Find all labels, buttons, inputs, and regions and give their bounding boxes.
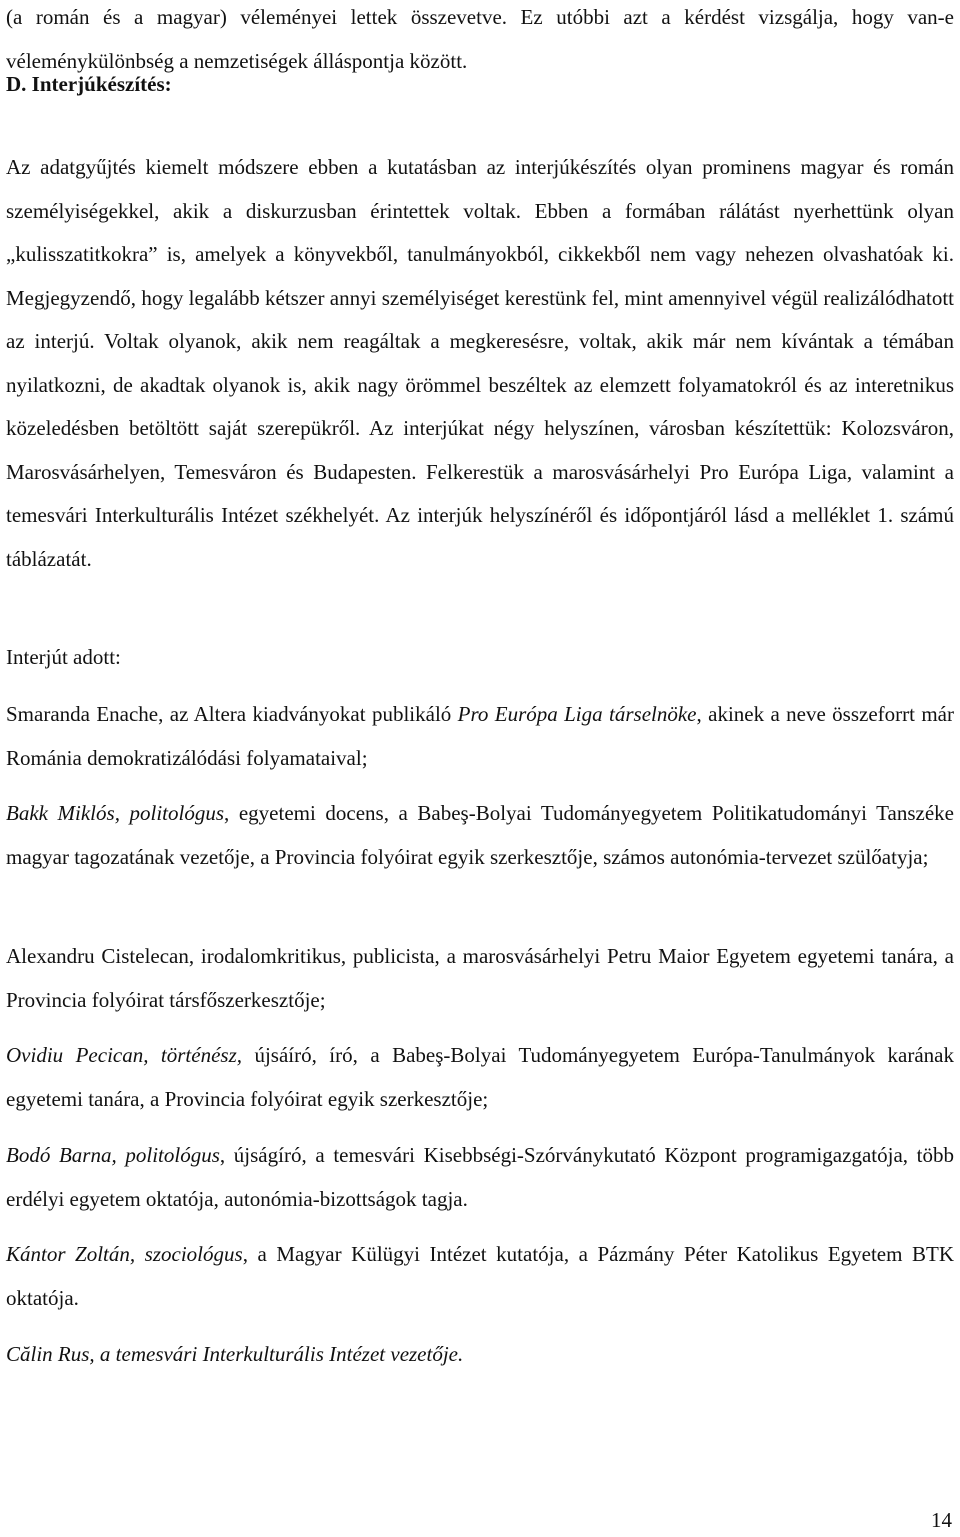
- interviewee-rest: , egyetemi docens, a Babeş-Bolyai Tudományegyetem Politikatudományi Tanszéke magyar tagozatának vezetője, a Provincia folyóirat egyik szerkesztője, számos autonómia-tervezet szülőatyja;: [6, 801, 955, 869]
- interviewee-text: Alexandru Cistelecan, irodalomkritikus, publicista, a marosvásárhelyi Petru Maior Egyetem egyetemi tanára, a Provincia folyóirat társfőszerkesztője;: [6, 944, 954, 1012]
- interviewee-item: [6, 1233, 954, 1320]
- paragraph-text-part-2: is, amelyek a könyvekből, tanulmányokból, cikkekből nem vagy nehezen olvashatóak ki. Megjegyzendő, hogy legalább kétszer annyi személyiséget kerestünk fel, mint amennyivel végül realizálódhatott az interjú. Voltak olyanok, akik nem reagáltak a megkeresésre, voltak, akik már nem kívántak a témában nyilatkozni, de akadtak olyanok is, akik nagy örömmel beszéltek az elemzett folyamatokról és az interetnikus közeledésben betöltött saját szerepükről. Az interjúkat négy helyszínen, városban készítettük: Kolozsváron, Marosvásárhelyen, Temesváron és Budapesten. Felkerestük a marosvásárhelyi Pro Európa Liga, valamint a temesvári Interkulturális Intézet székhelyét. Az interjúk helyszínéről és időpontjáról lásd a melléklet 1. számú táblázatát.: [6, 242, 954, 571]
- interviewee-rest: , akinek a neve összeforrt már Románia demokratizálódási folyamataival;: [6, 702, 955, 770]
- interviewee-item: [6, 935, 954, 1022]
- interviewee-item: [6, 1034, 954, 1121]
- interviewee-italic: Kántor Zoltán, szociológus: [6, 1242, 243, 1266]
- page-number: 14: [931, 1508, 952, 1532]
- interviewee-item: [6, 693, 954, 780]
- interviewee-text: Smaranda Enache, az Altera kiadványokat publikáló: [6, 702, 458, 726]
- interviewee-italic: Bakk Miklós, politológus: [6, 801, 225, 825]
- paragraph-text-part-1: Az adatgyűjtés kiemelt módszere ebben a kutatásban az interjúkészítés olyan prominens magyar és román személyiségekkel, akik a diskurzusban érintettek voltak. Ebben a formában rálátást nyerhettünk olyan: [6, 155, 954, 223]
- intro-text: (a román és a magyar) véleményei lettek összevetve. Ez utóbbi azt a kérdést vizsgálja, hogy van-e véleménykülönbség a nemzetiségek álláspontja között.: [6, 5, 954, 73]
- interviewees-label: Interjút adott:: [6, 645, 121, 669]
- interviewee-rest: , a Magyar Külügyi Intézet kutatója, a Pázmány Péter Katolikus Egyetem BTK oktatója.: [6, 1242, 954, 1310]
- interviewee-rest: , újságíró, a temesvári Kisebbségi-Szórványkutató Központ programigazgatója, több erdélyi egyetem oktatója, autonómia-bizottságok tagja.: [6, 1143, 954, 1211]
- interviewee-rest: .: [458, 1342, 464, 1366]
- interviewee-italic: Pro Európa Liga társelnöke: [457, 702, 697, 726]
- interviewee-item: [6, 1134, 954, 1221]
- interviewee-rest: újsáíró, író, a Babeş-Bolyai Tudományegyetem Európa-Tanulmányok karának egyetemi tanára, a Provincia folyóirat egyik szerkesztője;: [6, 1043, 954, 1111]
- interviewee-italic: Călin Rus, a temesvári Interkulturális Intézet vezetője: [6, 1342, 458, 1366]
- interviewee-italic: Ovidiu Pecican, történész,: [6, 1043, 242, 1067]
- paragraph-quote: „kulisszatitkokra”: [6, 242, 158, 266]
- interviewee-italic: Bodó Barna, politológus: [6, 1143, 220, 1167]
- body-paragraph: [6, 146, 954, 581]
- interviewee-item: [6, 792, 954, 879]
- section-heading: D. Interjúkészítés:: [6, 72, 172, 96]
- interviewee-item: [6, 1333, 954, 1377]
